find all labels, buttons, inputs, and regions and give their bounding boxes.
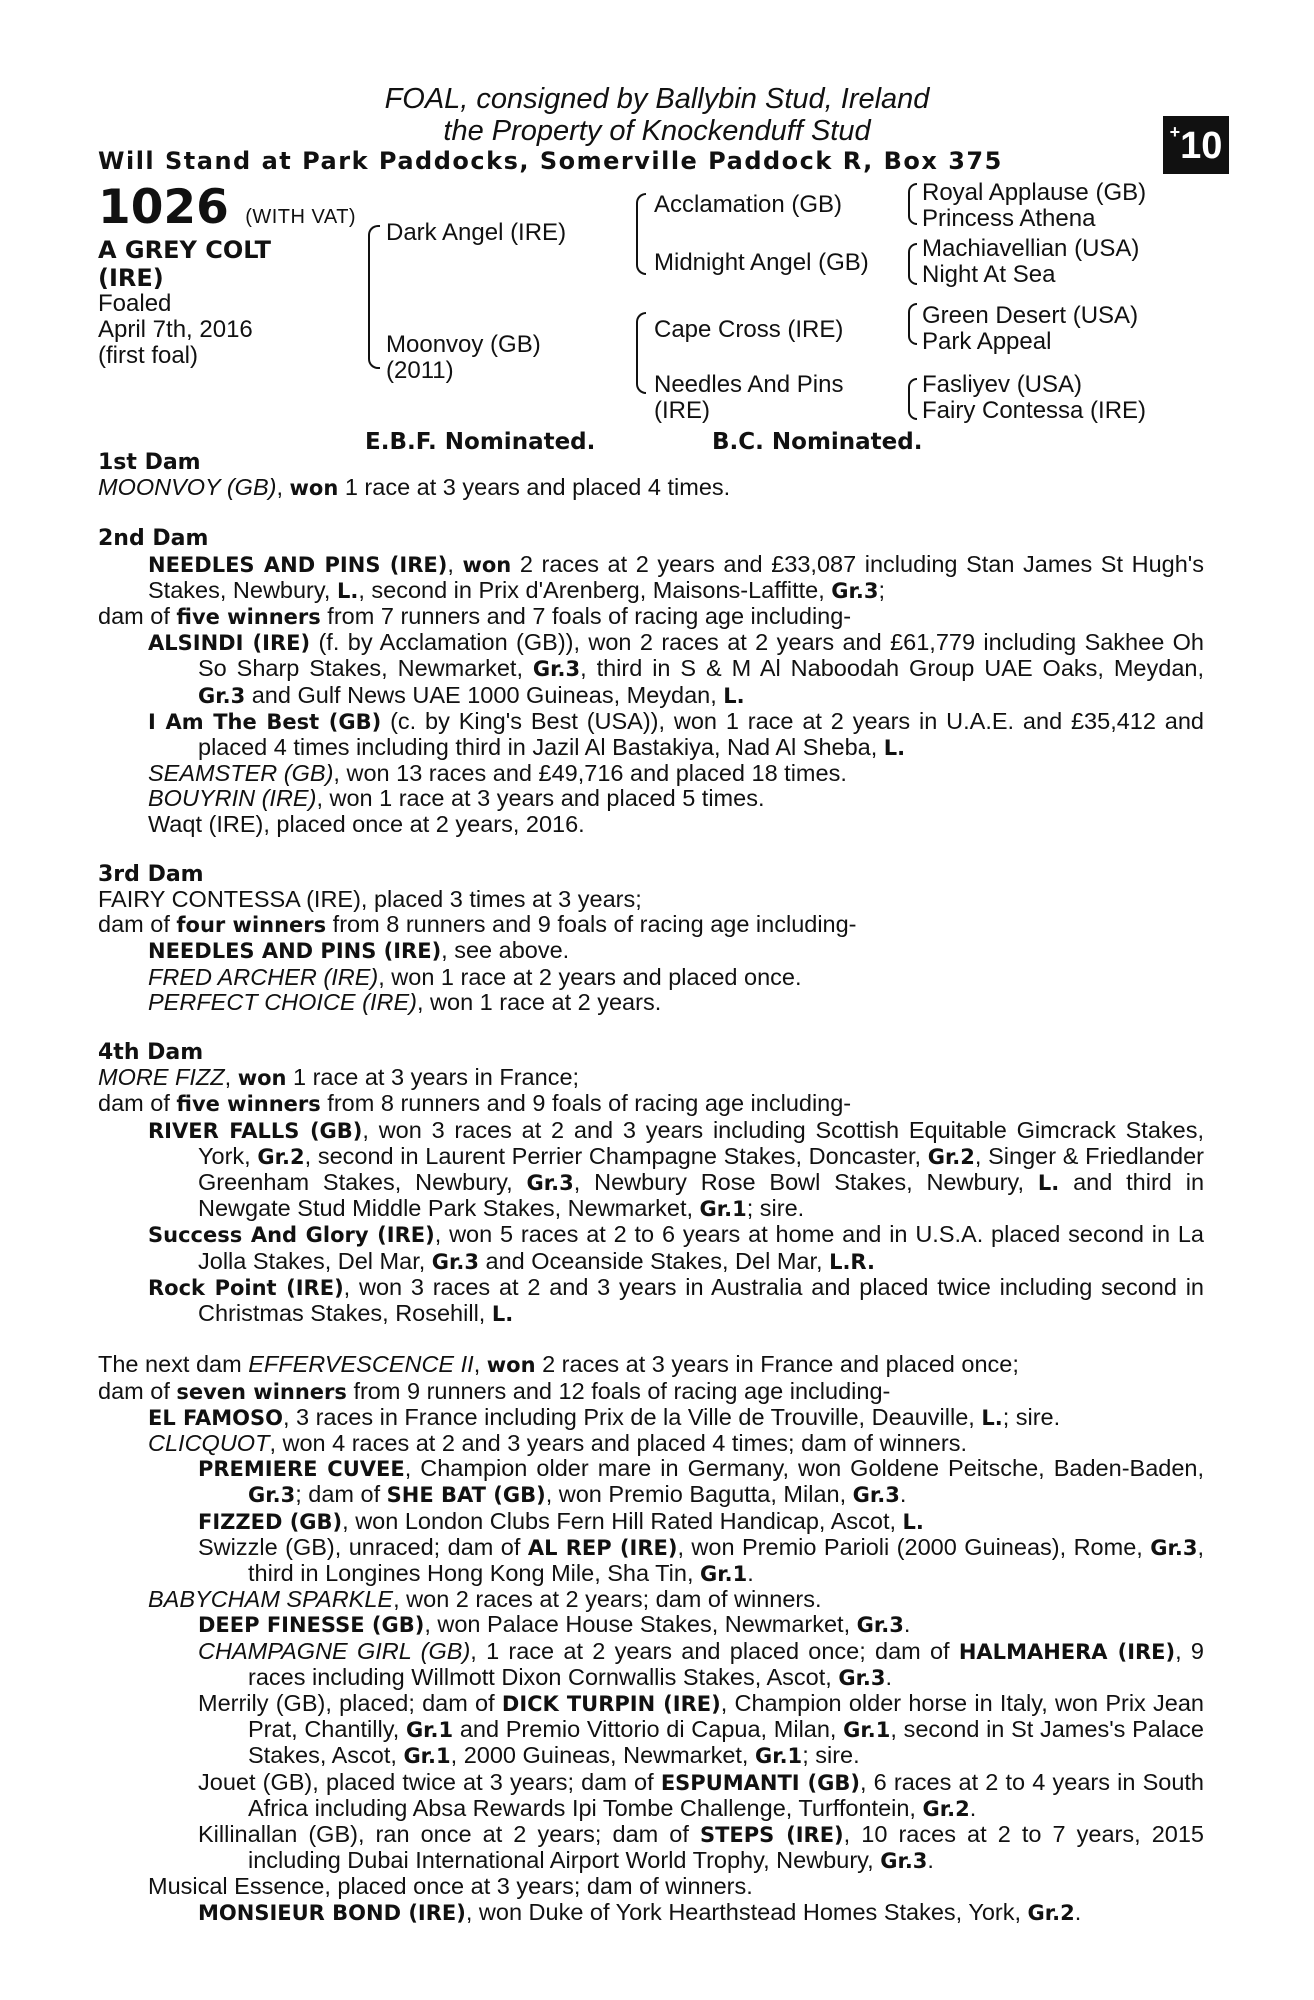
progeny-entry: Waqt (IRE), placed once at 2 years, 2016. — [148, 810, 585, 837]
bracket-ds — [908, 303, 917, 345]
section-heading: 2nd Dam — [98, 526, 209, 552]
dsd: Park Appeal — [922, 328, 1052, 355]
progeny-entry: Rock Point (IRE), won 3 races at 2 and 3 years in Australia and placed twice including second in Christmas Stakes, Rosehill, L. — [148, 1273, 1204, 1327]
progeny-entry: BABYCHAM SPARKLE, won 2 races at 2 years; dam of winners. — [148, 1586, 822, 1613]
dds: Fasliyev (USA) — [922, 371, 1083, 398]
dam-entry: NEEDLES AND PINS (IRE), won 2 races at 2 years and £33,087 including Stan James St Hugh's Stakes, Newbury, L., second in Prix d'Arenberg, Maisons-Laffitte, Gr.3; — [148, 550, 1205, 603]
pedigree-bracket — [368, 225, 380, 369]
progeny-entry: NEEDLES AND PINS (IRE), see above. — [148, 937, 570, 964]
ddd: Fairy Contessa (IRE) — [922, 397, 1147, 424]
lot-number: 1026 (WITH VAT) — [98, 180, 357, 235]
section-heading: 4th Dam — [98, 1040, 204, 1066]
progeny-entry: DEEP FINESSE (GB), won Palace House Stakes, Newmarket, Gr.3. — [198, 1611, 911, 1638]
progeny-entry: PERFECT CHOICE (IRE), won 1 race at 2 years. — [148, 988, 662, 1015]
progeny-entry: Jouet (GB), placed twice at 3 years; dam of ESPUMANTI (GB), 6 races at 2 to 4 years in South Africa including Absa Rewards Ipi Tombe Challenge, Turffontein, Gr.2. — [198, 1768, 1204, 1821]
first-dam-section — [98, 450, 1204, 501]
dam-of-line: dam of four winners from 8 runners and 9 foals of racing age including- — [98, 911, 857, 938]
dam-entry: FAIRY CONTESSA (IRE), placed 3 times at 3 years; — [98, 886, 642, 913]
bracket-dd — [908, 378, 917, 420]
progeny-entry: Swizzle (GB), unraced; dam of AL REP (IRE), won Premio Parioli (2000 Guineas), Rome, Gr.3, third in Longines Hong Kong Mile, Sha Tin, Gr.1. — [198, 1533, 1204, 1586]
foaling-details: Foaled April 7th, 2016 (first foal) — [98, 290, 253, 369]
progeny-entry: Success And Glory (IRE), won 5 races at 2 to 6 years at home and in U.S.A. placed second in La Jolla Stakes, Del Mar, Gr.3 and Oceanside Stakes, Del Mar, L.R. — [148, 1221, 1204, 1274]
second-dam-section — [98, 526, 1204, 836]
bc-nomination: B.C. Nominated. — [712, 429, 923, 455]
first-dam-text: MOONVOY (GB), won 1 race at 3 years and placed 4 times. — [98, 474, 731, 501]
progeny-entry: FRED ARCHER (IRE), won 1 race at 2 years and placed once. — [148, 963, 802, 990]
dam-year: (2011) — [386, 357, 454, 384]
sire-dam: Midnight Angel (GB) — [654, 249, 869, 276]
progeny-entry: FIZZED (GB), won London Clubs Fern Hill Rated Handicap, Ascot, L. — [198, 1507, 924, 1534]
progeny-entry: BOUYRIN (IRE), won 1 race at 3 years and placed 5 times. — [148, 785, 765, 812]
lot-badge: +10 — [1163, 116, 1229, 174]
fourth-dam-section — [98, 1040, 1204, 1327]
sdd: Night At Sea — [922, 261, 1056, 288]
dam: Moonvoy (GB) — [386, 331, 541, 358]
dam-dam: Needles And Pins — [654, 371, 844, 398]
section-heading: 3rd Dam — [98, 861, 204, 887]
sds: Machiavellian (USA) — [922, 235, 1140, 262]
dam-entry: MORE FIZZ, won 1 race at 3 years in France; — [98, 1064, 580, 1091]
dam-bracket — [636, 312, 646, 394]
progeny-entry: ALSINDI (IRE) (f. by Acclamation (GB)), won 2 races at 2 years and £61,779 including Sakhee Oh So Sharp Stakes, Newmarket, Gr.3, third in S & M Al Naboodah Group UAE Oaks, Meydan, Gr.3 and Gulf News UAE 1000 Guineas, Meydan, L. — [148, 629, 1205, 708]
sire-sire: Acclamation (GB) — [654, 191, 843, 218]
vat-note: (WITH VAT) — [245, 206, 357, 228]
progeny-entry: Killinallan (GB), ran once at 2 years; dam of STEPS (IRE), 10 races at 2 to 7 years, 2015 including Dubai International Airport World Trophy, Newbury, Gr.3. — [198, 1820, 1204, 1874]
next-dam-section — [98, 1352, 1204, 1925]
progeny-entry: RIVER FALLS (GB), won 3 races at 2 and 3 years including Scottish Equitable Gimcrack Stakes, York, Gr.2, second in Laurent Perrier Champagne Stakes, Doncaster, Gr.2, Singer & Friedlander Greenham Stakes, Newbury, Gr.3, Newbury Rose Bowl Stakes, Newbury, L. and third in Newgate Stud Middle Park Stakes, Newmarket, Gr.1; sire. — [148, 1116, 1205, 1222]
ssd: Princess Athena — [922, 205, 1096, 232]
dam-of-line: dam of seven winners from 9 runners and 12 foals of racing age including- — [98, 1377, 891, 1404]
dam-entry: The next dam EFFERVESCENCE II, won 2 races at 3 years in France and placed once; — [98, 1351, 1019, 1378]
progeny-entry: CLICQUOT, won 4 races at 2 and 3 years and placed 4 times; dam of winners. — [148, 1429, 967, 1456]
property-line: the Property of Knockenduff Stud — [443, 115, 871, 147]
dam-dam-suffix: (IRE) — [654, 397, 710, 424]
catalogue-body — [98, 450, 1204, 1926]
sss: Royal Applause (GB) — [922, 179, 1147, 206]
progeny-entry: EL FAMOSO, 3 races in France including Prix de la Ville de Trouville, Deauville, L.; sire. — [148, 1403, 1061, 1430]
progeny-entry: I Am The Best (GB) (c. by King's Best (USA)), won 1 race at 2 years in U.A.E. and £35,412 and placed 4 times including third in Jazil Al Bastakiya, Nad Al Sheba, L. — [148, 707, 1204, 761]
bracket-ss — [908, 183, 917, 225]
dam-sire: Cape Cross (IRE) — [654, 316, 844, 343]
bracket-sd — [908, 243, 917, 285]
dam-of-line: dam of five winners from 7 runners and 7 foals of racing age including- — [98, 603, 852, 630]
progeny-entry: MONSIEUR BOND (IRE), won Duke of York Hearthstead Homes Stakes, York, Gr.2. — [198, 1898, 1082, 1925]
progeny-entry: Musical Essence, placed once at 3 years; dam of winners. — [148, 1873, 753, 1900]
progeny-entry: SEAMSTER (GB), won 13 races and £49,716 and placed 18 times. — [148, 760, 847, 787]
progeny-entry: CHAMPAGNE GIRL (GB), 1 race at 2 years and placed once; dam of HALMAHERA (IRE), 9 races including Willmott Dixon Cornwallis Stakes, Ascot, Gr.3. — [198, 1637, 1204, 1690]
ebf-nomination: E.B.F. Nominated. — [365, 429, 596, 455]
consignor-line: FOAL, consigned by Ballybin Stud, Ireland — [384, 83, 930, 115]
progeny-entry: Merrily (GB), placed; dam of DICK TURPIN (IRE), Champion older horse in Italy, won Prix Jean Prat, Chantilly, Gr.1 and Premio Vittorio di Capua, Milan, Gr.1, second in St James's Palace Stakes, Ascot, Gr.1, 2000 Guineas, Newmarket, Gr.1; sire. — [198, 1689, 1204, 1769]
dss: Green Desert (USA) — [922, 302, 1139, 329]
section-heading: 1st Dam — [98, 450, 201, 475]
third-dam-section — [98, 862, 1204, 1015]
sire: Dark Angel (IRE) — [386, 219, 567, 246]
stand-location: Will Stand at Park Paddocks, Somerville Paddock R, Box 375 — [98, 147, 1003, 175]
sire-bracket — [636, 193, 646, 275]
dam-of-line: dam of five winners from 8 runners and 9 foals of racing age including- — [98, 1090, 852, 1117]
colt-description: A GREY COLT (IRE) — [98, 236, 271, 292]
progeny-entry: PREMIERE CUVEE, Champion older mare in Germany, won Goldene Peitsche, Baden-Baden, Gr.3; dam of SHE BAT (GB), won Premio Bagutta, Milan, Gr.3. — [198, 1455, 1204, 1508]
